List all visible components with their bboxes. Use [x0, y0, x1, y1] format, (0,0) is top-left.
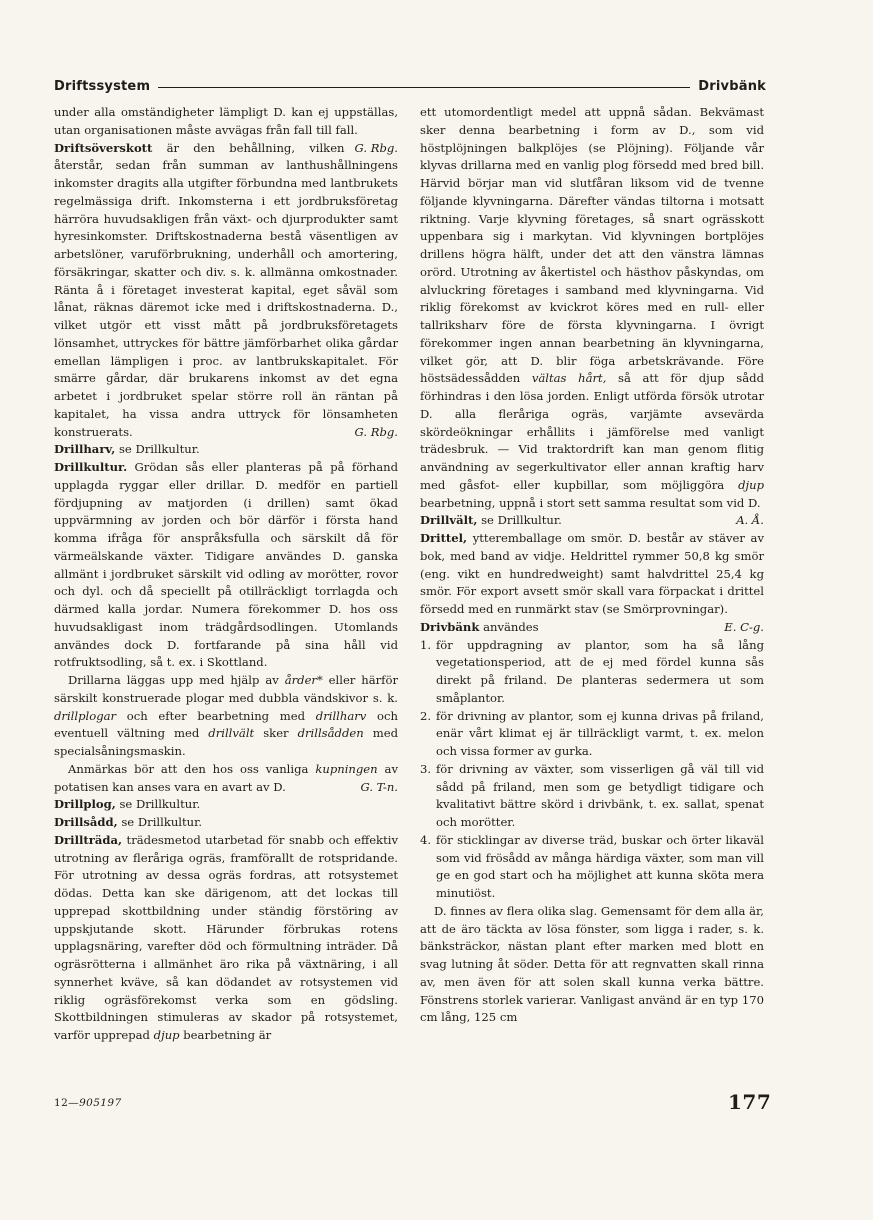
headword: Drillkultur. [54, 460, 128, 474]
entry-drillsadd: Drillsådd, se Drillkultur. [54, 815, 203, 829]
headword: Drivbänk [420, 619, 480, 634]
header-right: Drivbänk [698, 78, 766, 94]
headword: Drillsådd, [54, 815, 118, 829]
entry-drivbank: Drivbänk användes [420, 619, 539, 634]
entry-driftsoverskott: Driftsöverskott är den behållning, vilken återstår, sedan från summan av lanthushållningens inkomster dragits alla utgifter förbundna med lantbrukets regelmässiga drift. Inkomsterna i ett jordbruksföretag härröra huvudsakligen från växt- och djurprodukter samt hyresinkomster. Driftskostnaderna bestå väsentligen av arbetslöner, varuförbrukning, underhåll och amortering, försäkringar, skatter och div. s. k. allmänna omkostnader. Ränta å i företaget investerat kapital, eget såväl som lånat, räknas däremot icke med i driftskostnaderna. D., vilket utgör ett visst mått på jordbruksföretagets lönsamhet, uttryckes för bättre jämförbarhet olika gårdar emellan lämpligen i proc. av lantbrukskapitalet. För smärre gårdar, där brukarens inkomst av det egna arbetet i jordbruket spelar större roll än räntan på kapitalet, ha vissa andra uttryck för lönsamheten konstruerats. G. Rbg. [54, 140, 398, 442]
running-header [54, 76, 766, 96]
signature: G. Rbg. [354, 140, 398, 155]
headword: Driftsöverskott [54, 140, 153, 155]
header-rule [158, 87, 690, 88]
headword: Drittel, [420, 531, 468, 545]
signature: G. T-n. [360, 779, 398, 794]
signature: E. C-g. [724, 619, 764, 634]
list-item: 2. för drivning av plantor, som ej kunna drivas på friland, enär vårt klimat ej är tillräckligt varmt, t. ex. melon och vissa former av gurka. [420, 708, 764, 758]
entry-drillvalt: Drillvält, se Drillkultur. [420, 513, 562, 528]
headword: Drillvält, [420, 513, 478, 528]
page-number: 177 [728, 1090, 772, 1114]
headword: Drillträda, [54, 832, 123, 847]
entry: under alla omständigheter lämpligt D. kan ej uppställas, utan organisationen måste avvägas från fall till fall. G. Rbg. [54, 104, 398, 140]
paragraph: ett utomordentligt medel att uppnå sådan. Bekvämast sker denna bearbetning i form av D., som vid höstplöjningen balkplöjes (se Plöjning). Följande vår klyvas drillarna med en vanlig plog försedd med bred bill. Härvid börjar man vid slutfåran liksom vid de tvenne följande klyvningarna. Därefter vändas tiltorna i motsatt riktning. Varje klyvning företages, så snart ogrässkott uppenbara sig i markytan. Vid klyvningen bortplöjes drillens högra hälft, under det att den vänstra lämnas orörd. Utrotning av åkertistel och hästhov påskyndas, om alvluckring företages i samband med klyvningarna. Vid riklig förekomst av kvickrot köres med en rull- eller tallriksharv före de första klyvningarna. I övrigt förekommer ingen annan bearbetning än klyvningarna, vilket gör, att D. blir föga arbetskrävande. Före höstsädessådden vältas hårt, så att för djup sådd förhindras i den lösa jorden. Enligt utförda försök utrotar D. alla fleråriga ogräs, varjämte avsevärda skördeökningar erhållits i jämförelse med vanligt trädesbruk. — Vid traktordrift kan man genom flitig användning av segerkultivator eller annan kraftig harv med gåsfot- eller kupbillar, som möjliggöra djup bearbetning, uppnå i stort sett samma resultat som vid D. A. Å. [420, 104, 764, 512]
print-code: 12—905197 [54, 1097, 122, 1109]
signature: A. Å. [736, 513, 764, 528]
entry-drittel: Drittel, ytteremballage om smör. D. består av stäver av bok, med band av vidje. Heldrittel rymmer 50,8 kg smör (eng. vikt en hundredweight) samt halvdrittel 25,4 kg smör. För export avsett smör skall vara förpackat i drittel försedd med en runmärkt stav (se Smörprovningar). E. C-g. [420, 530, 764, 619]
header-left: Driftssystem [54, 78, 151, 94]
list-item: 3. för drivning av växter, som visserligen gå väl till vid sådd på friland, men som ge betydligt tidigare och kvalitativt bättre skörd i drivbänk, t. ex. sallat, spenat och morötter. [420, 761, 764, 829]
entry-drilltrada: Drillträda, trädesmetod utarbetad för snabb och effektiv utrotning av fleråriga ogräs, framförallt de rotspridande. För utrotning av dessa ogräs fordras, att rotsystemet dödas. Detta kan ske därigenom, att det lockas till upprepad skottbildning under ständig förstöring av uppskjutande skott. Härunder förbrukas rotens upplagsnäring, varefter död och förmultning inträder. Då ogräsrötterna i allmänhet äro rika på växtnäring, i all synnerhet kväve, så kan dödandet av rotsystemen vid riklig ogräsförekomst verka som en gödsling. Skottbildningen stimuleras av skador på rotsystemet, varför upprepad djup bearbetning är [54, 832, 399, 1042]
headword: Drillplog, [54, 797, 116, 812]
right-column [420, 104, 764, 1027]
paragraph: D. finnes av flera olika slag. Gemensamt för dem alla är, att de äro täckta av lösa fönster, som ligga i rader, s. k. bänksträckor, nästan plant efter marken med blott en svag lutning åt söder. Detta för att regnvatten skall rinna av, men även för att solen skall kunna verka bättre. Fönstrens storlek varierar. Vanligast använd är en typ 170 cm lång, 125 cm [420, 903, 764, 1025]
list-item: 1. för uppdragning av plantor, som ha så lång vegetationsperiod, att de ej med fördel kunna sås direkt på friland. De planteras sedermera ut som småplantor. [420, 637, 764, 705]
paragraph: Anmärkas bör att den hos oss vanliga kupningen av potatisen kan anses vara en avart av D. G. T-n. [54, 761, 398, 797]
entry-drillplog: Drillplog, se Drillkultur. [54, 797, 201, 812]
signature: G. Rbg. [354, 424, 398, 439]
entry-drillharv: Drillharv, se Drillkultur. [54, 442, 200, 457]
entry-drillkultur: Drillkultur. Grödan sås eller planteras på på förhand upplagda ryggar eller drillar. D. medför en partiell fördjupning av matjorden (i drillen) samt ökad uppvärmning av jorden och bör därför i första hand komma ifråga för anspråksfulla och särskilt då för värmeälskande växter. Tidigare användes D. ganska allmänt i jordbruket särskilt vid odling av morötter, rovor och dyl. och då speciellt på otillräckligt torrlagda och därmed kalla jordar. Numera förekommer D. hos oss huvudsakligast inom trädgårdsodlingen. Utomlands användes dock D. fortfarande på sina håll vid rotfruktsodling, så t. ex. i Skottland. [54, 460, 399, 670]
paragraph: Drillarna läggas upp med hjälp av årder* eller härför särskilt konstruerade plogar med dubbla vändskivor s. k. drillplogar och efter bearbetning med drillharv och eventuell vältning med drillvält sker drillsådden med specialsåningsmaskin. [54, 673, 398, 758]
headword: Drillharv, [54, 442, 116, 457]
list-item: 4. för sticklingar av diverse träd, buskar och örter likaväl som vid frösådd av många härdiga växter, som man vill ge en god start och ha möjlighet att kunna sköta mera minutiöst. [420, 832, 764, 900]
left-column [54, 104, 398, 1045]
